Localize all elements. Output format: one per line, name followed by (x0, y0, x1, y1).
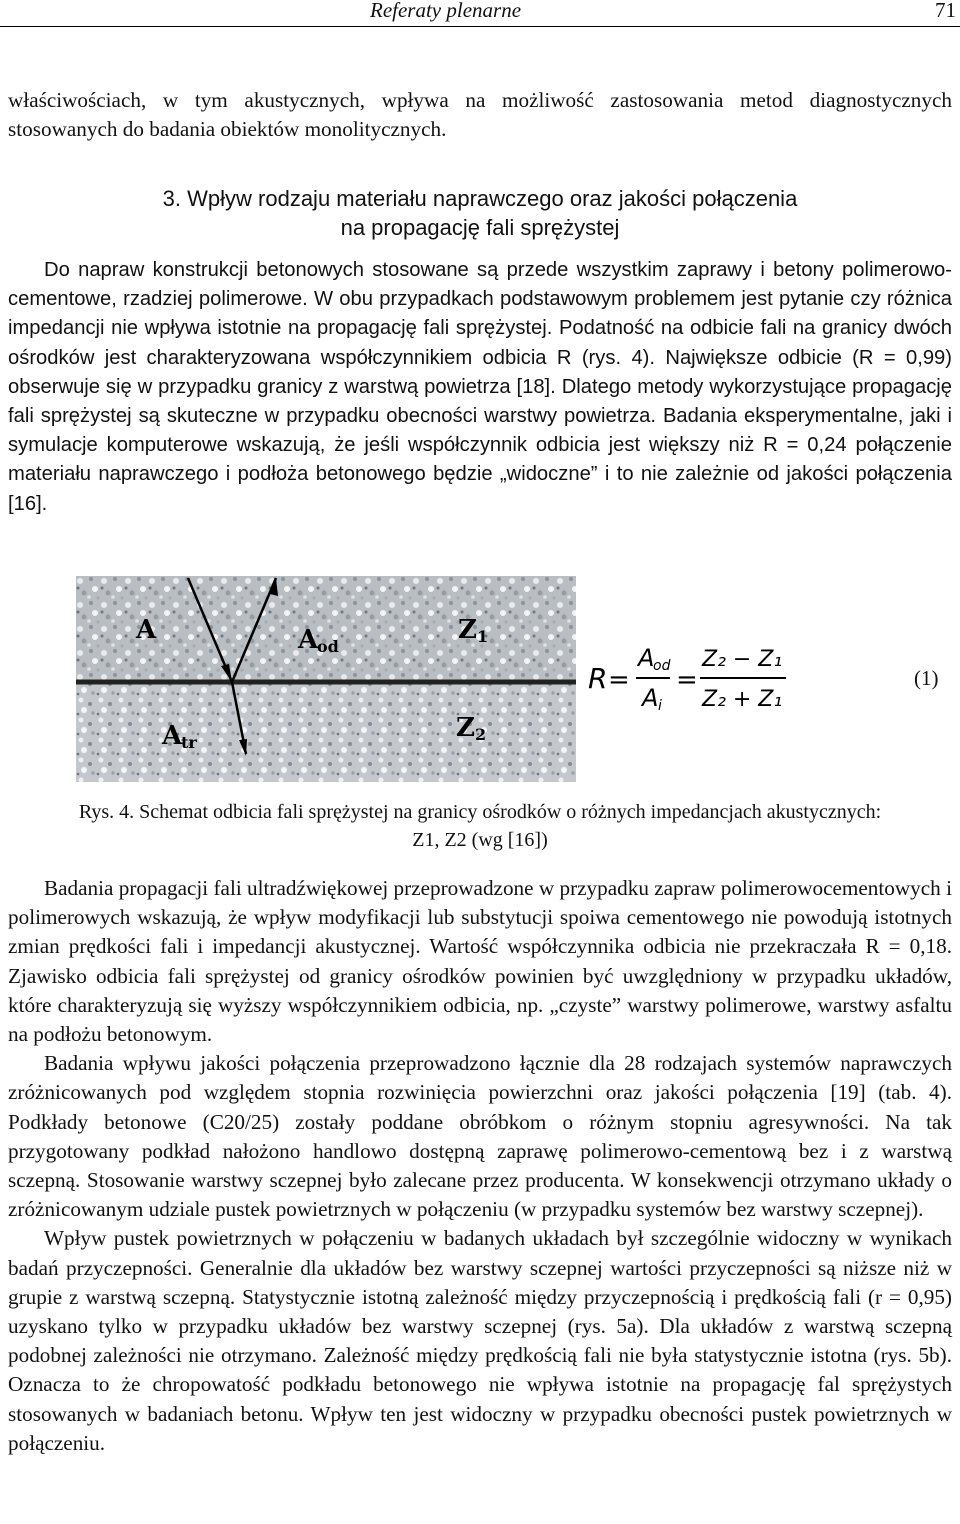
label-atr: A (162, 721, 183, 751)
reflection-diagram (76, 576, 576, 782)
equation-number: (1) (914, 666, 939, 690)
label-z1: Z (458, 615, 477, 645)
figure-caption-line-2: Z1, Z2 (wg [16]) (412, 829, 548, 851)
formula-eq1: = (608, 665, 630, 695)
formula-denominator: Z₂ + Z₁ (702, 687, 783, 712)
lower-medium (76, 682, 576, 782)
formula-r: R (588, 662, 608, 695)
body-text-block (8, 874, 952, 1458)
paragraph-3: Badania propagacji fali ultradźwiękowej przeprowadzone w przypadku zapraw polimerowocementowych i polimerowych wskazują, że wpływ modyfikacji lub substytucji spoiwa cementowego nie powodują istotnych zmian prędkości fali i impedancji akustycznej. Wartość współczynnika odbicia nie przekraczała R = 0,18. Zjawisko odbicia fali sprężystej od granicy ośrodków powinien być uwzględniony w przypadku układów, które charakteryzują się wyższy współczynnikiem odbicia, np. „czyste” warstwy polimerowe, warstwy asfaltu na podłożu betonowym. (8, 876, 952, 1047)
figure-caption-line-1: Rys. 4. Schemat odbicia fali sprężystej na granicy ośrodków o różnych impedancjach akustycznych: (78, 801, 882, 823)
page-number: 71 (935, 0, 956, 22)
paragraph-1: właściwościach, w tym akustycznych, wpływa na możliwość zastosowania metod diagnostycznych stosowanych do badania obiektów monolitycznych. (8, 88, 952, 142)
label-aod-sub: od (317, 637, 339, 656)
header-title: Referaty plenarne (370, 0, 522, 22)
section-heading-line-1: 3. Wpływ rodzaju materiału naprawczego oraz jakości połączenia (162, 186, 798, 211)
label-z2: Z (456, 713, 475, 743)
formula-ai-sub: i (658, 698, 662, 714)
formula-eq2: = (676, 665, 698, 695)
formula-aod: A (638, 644, 655, 672)
label-atr-sub: tr (181, 733, 197, 752)
formula-ai: A (642, 684, 659, 712)
label-a: A (136, 615, 157, 645)
label-z2-sub: 2 (475, 725, 487, 744)
section-heading-line-2: na propagację fali sprężystej (340, 215, 620, 240)
label-aod: A (298, 625, 319, 655)
paragraph-2: Do napraw konstrukcji betonowych stosowane są przede wszystkim zaprawy i betony polimerowo-cementowe, rzadziej polimerowe. W obu przypadkach podstawowym problemem jest pytanie czy różnica impedancji nie wpływa istotnie na propagację fali sprężystej. Podatność na odbicie fali na granicy dwóch ośrodków jest charakteryzowana współczynnikiem odbicia R (rys. 4). Największe odbicie (R = 0,99) obserwuje się w przypadku granicy z warstwą powietrza [18]. Dlatego metody wykorzystujące propagację fali sprężystej są skuteczne w przypadku obecności warstwy powietrza. Badania eksperymentalne, jaki i symulacje komputerowe wskazują, że jeśli współczynnik odbicia jest większy niż R = 0,24 połączenie materiału naprawczego i podłoża betonowego będzie „widoczne” i to nie zależnie od jakości połączenia [16]. (8, 259, 952, 515)
formula-numerator: Z₂ − Z₁ (702, 647, 783, 672)
label-z1-sub: 1 (477, 627, 489, 646)
running-header (0, 0, 960, 27)
paragraph-5: Wpływ pustek powietrznych w połączeniu w badanych układach był szczególnie widoczny w wynikach badań przyczepności. Generalnie dla układów bez warstwy sczepnej wartości przyczepności są niższe niż w grupie z warstwą sczepną. Statystycznie istotną zależność między przyczepnością i prędkością fali (r = 0,95) uzyskano tylko w przypadku układów bez warstwy sczepnej (rys. 5a). Dla układów z warstwą sczepną podobnej zależności nie otrzymano. Zależność między prędkością fali nie była statystycznie istotna (rys. 5b). Oznacza to że chropowatość podkładu betonowego nie wpływa istotnie na propagację fal sprężystych stosowanych w badaniach betonu. Wpływ ten jest widoczny w przypadku obecności pustek powietrznych w połączeniu. (8, 1226, 952, 1455)
reflection-formula (586, 630, 806, 730)
formula-aod-sub: od (653, 658, 671, 674)
paragraph-4: Badania wpływu jakości połączenia przeprowadzono łącznie dla 28 rodzajach systemów naprawczych zróżnicowanych pod względem stopnia rozwinięcia powierzchni oraz jakości połączenia [19] (tab. 4). Podkłady betonowe (C20/25) zostały poddane obróbkom o różnym stopniu agresywności. Na tak przygotowany podkład nałożono handlowo dostępną zaprawę polimerowo-cementową bez i z warstwą sczepną. Stosowanie warstwy sczepnej było zalecane przez producenta. W konsekwencji otrzymano układy o zróżnicowanym udziale pustek powietrznych w połączeniu (w przypadku systemów bez warstwy sczepnej). (8, 1051, 952, 1222)
